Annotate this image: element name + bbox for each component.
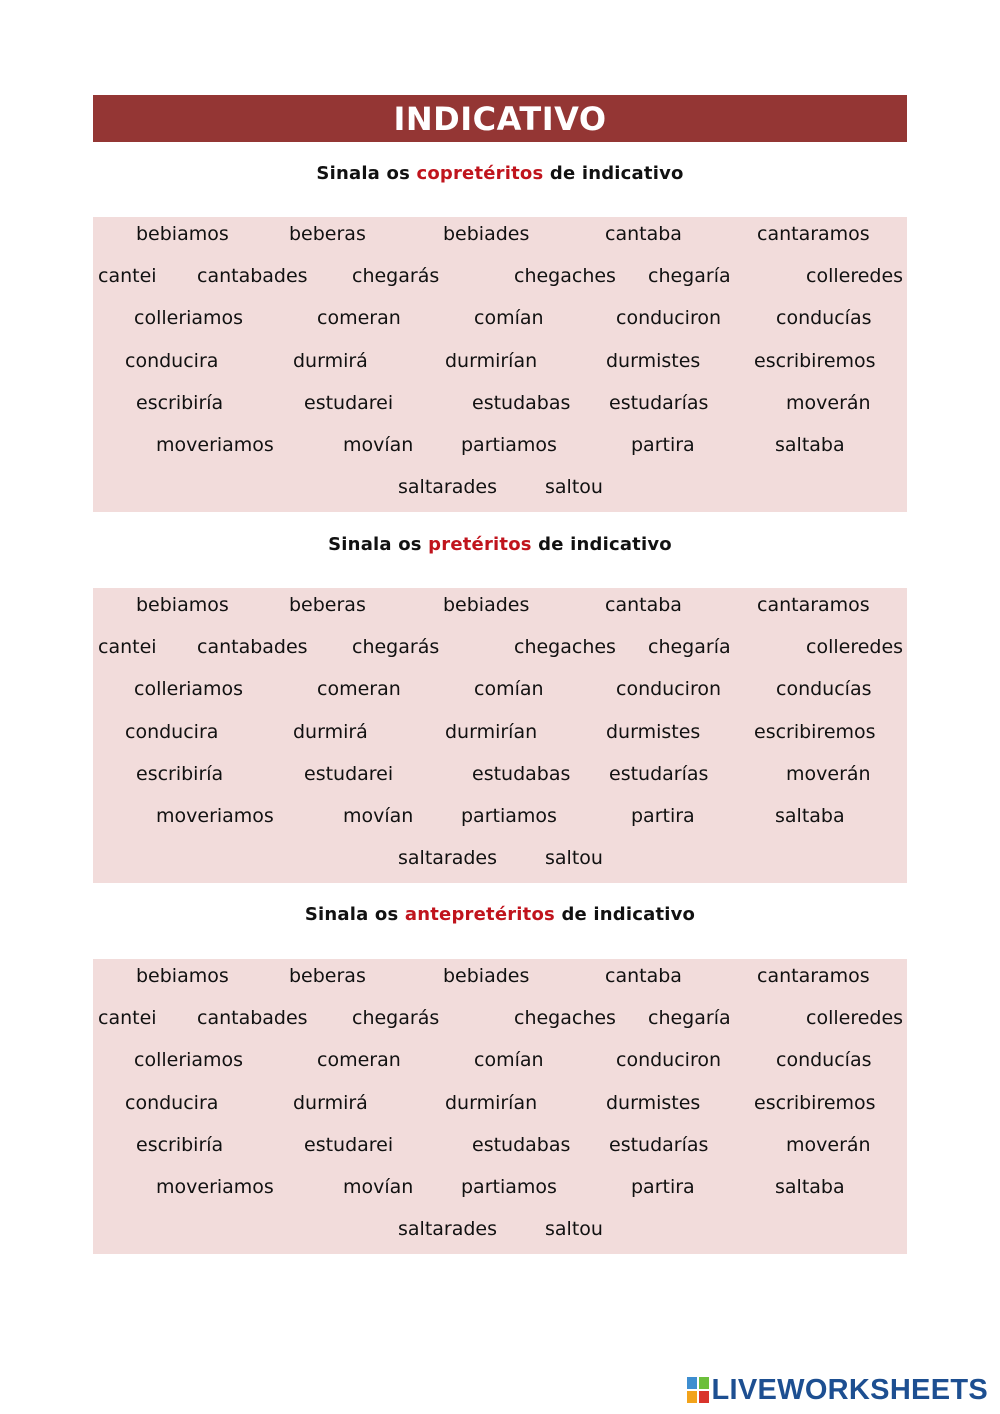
word-option[interactable]: estudabas	[472, 1133, 571, 1156]
word-option[interactable]: comían	[474, 678, 544, 701]
word-option[interactable]: durmirían	[445, 349, 538, 372]
word-option[interactable]: colleredes	[806, 636, 904, 659]
word-option[interactable]: beberas	[289, 594, 366, 616]
word-option[interactable]: cantabades	[197, 636, 308, 659]
word-option[interactable]: cantaramos	[757, 594, 870, 616]
word-option[interactable]: chegaches	[514, 1007, 616, 1030]
word-option[interactable]: saltarades	[398, 847, 498, 870]
word-option[interactable]: partira	[631, 1176, 695, 1198]
word-option[interactable]: conduciron	[616, 307, 722, 330]
word-option[interactable]: escribiría	[136, 391, 224, 414]
instruction-prefix: Sinala os	[328, 534, 422, 555]
word-option[interactable]: saltaba	[775, 1176, 845, 1198]
word-option[interactable]: movían	[343, 1176, 414, 1198]
word-option[interactable]: conducías	[776, 307, 872, 330]
word-option[interactable]: cantei	[98, 1007, 157, 1030]
instruction-keyword: pretéritos	[428, 534, 532, 555]
word-option[interactable]: estudarei	[304, 391, 394, 414]
word-option[interactable]: estudabas	[472, 391, 571, 414]
word-option[interactable]: moveriamos	[156, 805, 274, 827]
word-option[interactable]: colleriamos	[134, 307, 244, 330]
word-option[interactable]: conduciron	[616, 678, 722, 701]
word-option[interactable]: saltou	[545, 847, 603, 870]
word-option[interactable]: conducira	[125, 349, 219, 372]
liveworksheets-logo	[687, 1372, 989, 1408]
word-option[interactable]: moverán	[786, 1133, 871, 1156]
word-option[interactable]: partiamos	[461, 434, 557, 456]
instruction-prefix: Sinala os	[316, 163, 410, 184]
word-option[interactable]: movían	[343, 434, 414, 456]
word-option[interactable]: estudarías	[609, 391, 709, 414]
logo-square	[699, 1377, 709, 1389]
word-option[interactable]: bebiades	[443, 965, 530, 987]
word-option[interactable]: escribiría	[136, 1133, 224, 1156]
word-option[interactable]: chegaría	[648, 265, 731, 288]
word-option[interactable]: escribiremos	[754, 1091, 876, 1114]
word-option[interactable]: conducías	[776, 678, 872, 701]
word-option[interactable]: chegarás	[352, 636, 440, 659]
word-option[interactable]: bebiamos	[136, 223, 229, 245]
instruction-keyword: copretéritos	[416, 163, 544, 184]
word-option[interactable]: chegaches	[514, 265, 616, 288]
word-option[interactable]: conduciron	[616, 1049, 722, 1072]
word-option[interactable]: bebiamos	[136, 965, 229, 987]
word-option[interactable]: estudarías	[609, 762, 709, 785]
word-option[interactable]: estudarei	[304, 1133, 394, 1156]
word-option[interactable]: colleredes	[806, 1007, 904, 1030]
logo-squares-icon	[687, 1377, 709, 1403]
word-option[interactable]: comeran	[317, 678, 401, 701]
instruction-antepreteritos	[93, 904, 907, 925]
word-option[interactable]: partira	[631, 805, 695, 827]
word-option[interactable]: partira	[631, 434, 695, 456]
word-option[interactable]: conducira	[125, 720, 219, 743]
word-option[interactable]: durmirían	[445, 720, 538, 743]
word-option[interactable]: cantabades	[197, 1007, 308, 1030]
logo-square	[687, 1391, 697, 1403]
word-option[interactable]: durmirían	[445, 1091, 538, 1114]
word-option[interactable]: partiamos	[461, 805, 557, 827]
word-option[interactable]: durmirá	[293, 720, 368, 743]
word-option[interactable]: moverán	[786, 762, 871, 785]
word-option[interactable]: colleriamos	[134, 678, 244, 701]
instruction-suffix: de indicativo	[549, 163, 684, 184]
word-option[interactable]: cantabades	[197, 265, 308, 288]
word-option[interactable]: cantaba	[605, 223, 682, 245]
word-option[interactable]: comían	[474, 307, 544, 330]
word-option[interactable]: durmirá	[293, 349, 368, 372]
word-option[interactable]: durmistes	[606, 1091, 701, 1114]
word-option[interactable]: comeran	[317, 1049, 401, 1072]
word-option[interactable]: chegaría	[648, 636, 731, 659]
word-option[interactable]: colleredes	[806, 265, 904, 288]
word-option[interactable]: chegarás	[352, 1007, 440, 1030]
word-option[interactable]: partiamos	[461, 1176, 557, 1198]
page-title: INDICATIVO	[93, 95, 907, 142]
instruction-preteritos	[93, 534, 907, 555]
logo-square	[687, 1377, 697, 1389]
word-option[interactable]: comían	[474, 1049, 544, 1072]
instruction-suffix: de indicativo	[538, 534, 672, 555]
word-option[interactable]: durmistes	[606, 720, 701, 743]
word-option[interactable]: chegaches	[514, 636, 616, 659]
word-option[interactable]: escribiría	[136, 762, 224, 785]
word-option[interactable]: saltarades	[398, 1218, 498, 1241]
word-option[interactable]: cantaramos	[757, 965, 870, 987]
word-option[interactable]: moverán	[786, 391, 871, 414]
logo-text: LIVEWORKSHEETS	[711, 1373, 988, 1406]
word-option[interactable]: movían	[343, 805, 414, 827]
word-option[interactable]: chegaría	[648, 1007, 731, 1030]
word-option[interactable]: conducira	[125, 1091, 219, 1114]
word-option[interactable]: saltaba	[775, 805, 845, 827]
word-option[interactable]: saltaba	[775, 434, 845, 456]
word-option[interactable]: cantei	[98, 636, 157, 659]
word-option[interactable]: bebiamos	[136, 594, 229, 616]
word-option[interactable]: chegarás	[352, 265, 440, 288]
word-option[interactable]: bebiades	[443, 594, 530, 616]
word-option[interactable]: cantaba	[605, 965, 682, 987]
word-option[interactable]: comeran	[317, 307, 401, 330]
instruction-suffix: de indicativo	[561, 904, 696, 925]
word-option[interactable]: estudarei	[304, 762, 394, 785]
instruction-copreteritos	[93, 163, 907, 184]
word-option[interactable]: estudabas	[472, 762, 571, 785]
word-option[interactable]: beberas	[289, 223, 366, 245]
word-option[interactable]: cantaramos	[757, 223, 870, 245]
word-option[interactable]: durmistes	[606, 349, 701, 372]
word-option[interactable]: cantei	[98, 265, 157, 288]
word-option[interactable]: escribiremos	[754, 349, 876, 372]
word-option[interactable]: colleriamos	[134, 1049, 244, 1072]
word-option[interactable]: saltou	[545, 476, 603, 499]
word-option[interactable]: moveriamos	[156, 1176, 274, 1198]
word-option[interactable]: escribiremos	[754, 720, 876, 743]
instruction-prefix: Sinala os	[304, 904, 399, 925]
logo-square	[699, 1391, 709, 1403]
word-option[interactable]: bebiades	[443, 223, 530, 245]
word-option[interactable]: conducías	[776, 1049, 872, 1072]
word-option[interactable]: beberas	[289, 965, 366, 987]
word-option[interactable]: estudarías	[609, 1133, 709, 1156]
word-option[interactable]: durmirá	[293, 1091, 368, 1114]
word-option[interactable]: moveriamos	[156, 434, 274, 456]
word-option[interactable]: cantaba	[605, 594, 682, 616]
word-option[interactable]: saltarades	[398, 476, 498, 499]
instruction-keyword: antepretéritos	[404, 904, 555, 925]
word-option[interactable]: saltou	[545, 1218, 603, 1241]
